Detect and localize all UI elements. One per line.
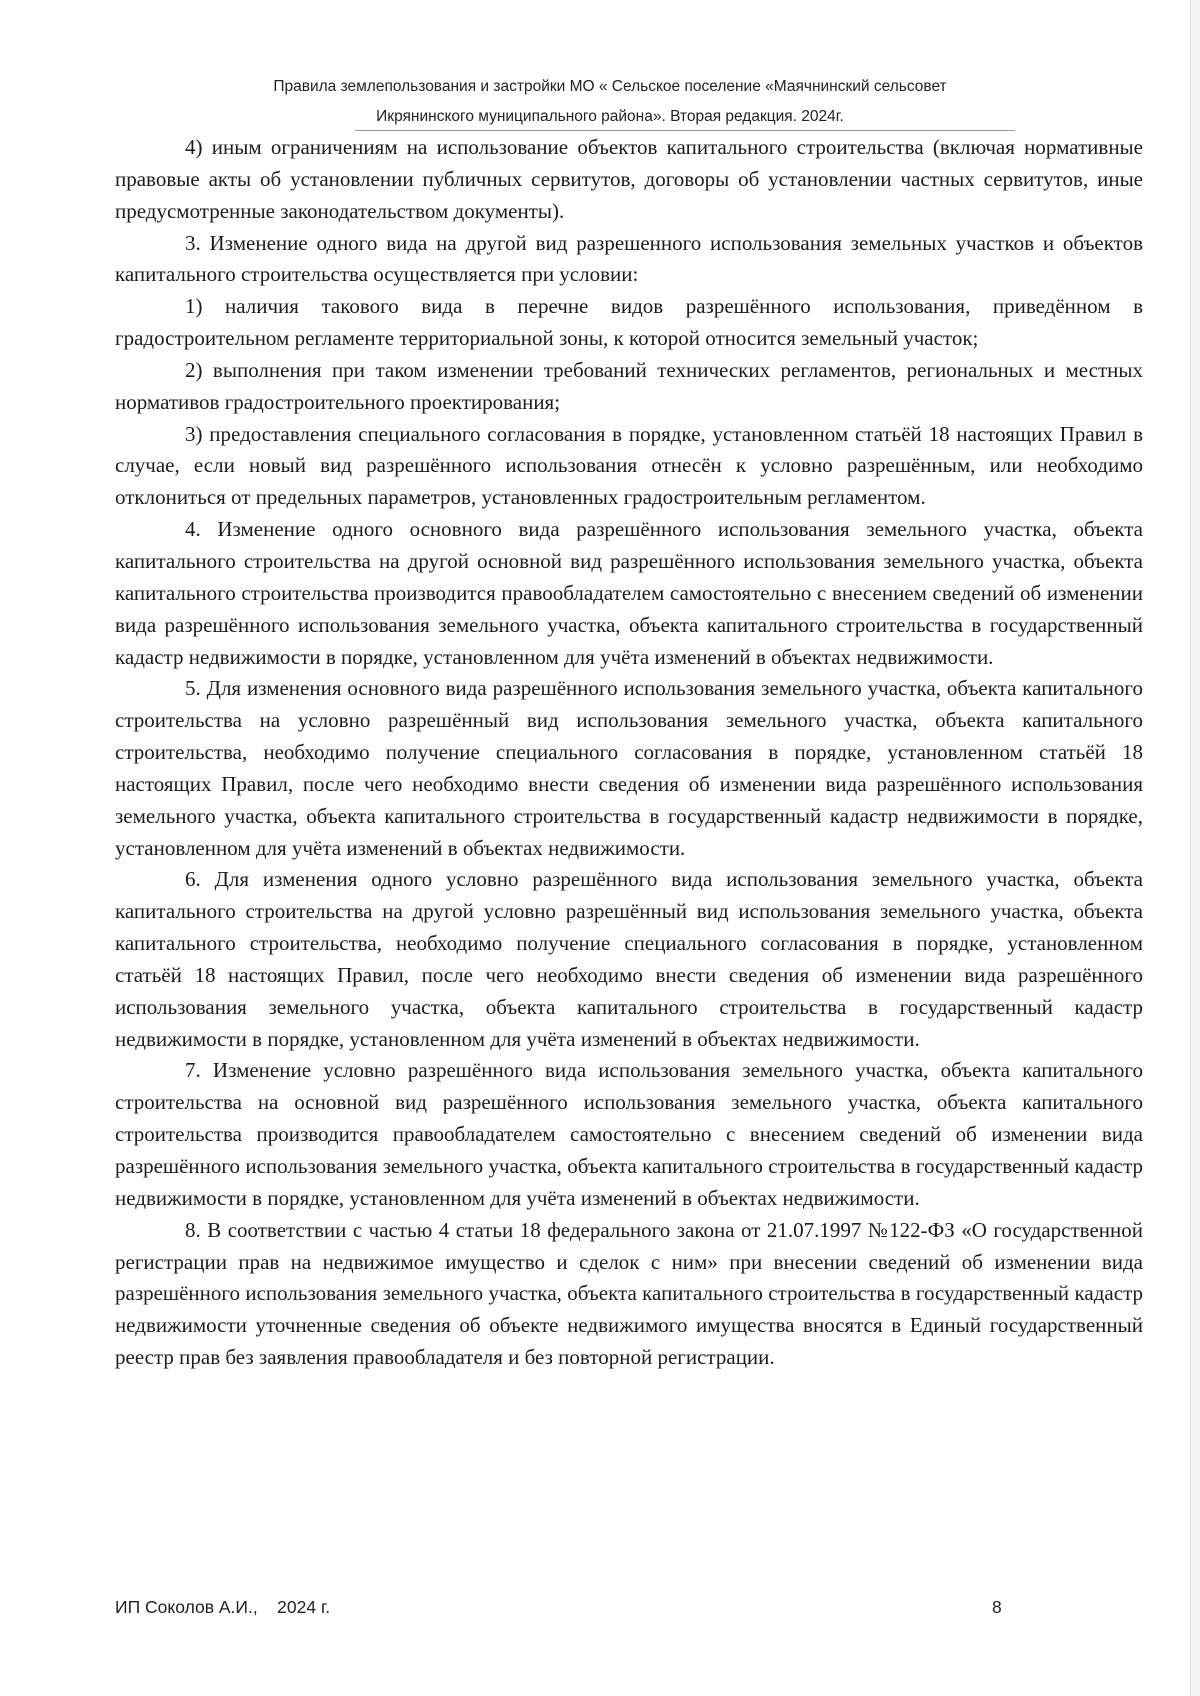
document-body xyxy=(115,132,1143,1374)
footer-author: ИП Соколов А.И., 2024 г. xyxy=(115,1597,331,1617)
paragraph-item-1-list: 1) наличия такового вида в перечне видов разрешённого использования, приведённом в градостроительном регламенте территориальной зоны, к которой относится земельный участок; xyxy=(115,294,1143,351)
paragraph-section-5: 5. Для изменения основного вида разрешённого использования земельного участка, объекта капитального строительства на условно разрешённый вид использования земельного участка, объекта капитального строительства, необходимо получение специального согласования в порядке, установленном статьёй 18 настоящих Правил, после чего необходимо внести сведения об изменении вида разрешённого использования земельного участка, объекта капитального строительства в государственный кадастр недвижимости в порядке, установленном для учёта изменений в объектах недвижимости. xyxy=(115,676,1143,860)
paragraph-item-3-approval: 3) предоставления специального согласования в порядке, установленном статьёй 18 настоящих Правил в случае, если новый вид разрешённого использования отнесён к условно разрешённым, или необходимо отклониться от предельных параметров, установленных градостроительным регламентом. xyxy=(115,421,1143,510)
page-edge xyxy=(1190,0,1200,1696)
paragraph-section-6: 6. Для изменения одного условно разрешённого вида использования земельного участка, объекта капитального строительства на другой условно разрешённый вид использования земельного участка, объекта капитального строительства, необходимо получение специального согласования в порядке, установленном статьёй 18 настоящих Правил, после чего необходимо внести сведения об изменении вида разрешённого использования земельного участка, объекта капитального строительства в государственный кадастр недвижимости в порядке, установленном для учёта изменений в объектах недвижимости. xyxy=(115,867,1143,1051)
paragraph-item-2-requirements: 2) выполнения при таком изменении требований технических регламентов, региональных и местных нормативов градостроительного проектирования; xyxy=(115,357,1143,414)
paragraph-section-7: 7. Изменение условно разрешённого вида использования земельного участка, объекта капитального строительства на основной вид разрешённого использования земельного участка, объекта капитального строительства производится правообладателем самостоятельно с внесением сведений об изменении вида разрешённого использования земельного участка, объекта капитального строительства в государственный кадастр недвижимости в порядке, установленном для учёта изменений в объектах недвижимости. xyxy=(115,1058,1143,1210)
running-header xyxy=(200,72,1020,132)
header-divider xyxy=(355,130,1015,131)
header-line-2: Икрянинского муниципального района». Вторая редакция. 2024г. xyxy=(376,108,844,125)
paragraph-item-4-restrictions: 4) иным ограничениям на использование объектов капитального строительства (включая нормативные правовые акты об установлении публичных сервитутов, договоры об установлении частных сервитутов, иные предусмотренные законодательством документы). xyxy=(115,135,1143,223)
paragraph-section-3: 3. Изменение одного вида на другой вид разрешенного использования земельных участков и объектов капитального строительства осуществляется при условии: xyxy=(115,230,1143,287)
paragraph-section-8: 8. В соответствии с частью 4 статьи 18 федерального закона от 21.07.1997 №122-ФЗ «О государственной регистрации прав на недвижимое имущество и сделок с ним» при внесении сведений об изменении вида разрешённого использования земельного участка, объекта капитального строительства в государственный кадастр недвижимости уточненные сведения об объекте недвижимого имущества вносятся в Единый государственный реестр прав без заявления правообладателя и без повторной регистрации. xyxy=(115,1217,1143,1370)
header-line-1: Правила землепользования и застройки МО « Сельское поселение «Маячнинский сельсовет xyxy=(273,78,947,95)
paragraph-section-4: 4. Изменение одного основного вида разрешённого использования земельного участка, объекта капитального строительства на другой основной вид разрешённого использования земельного участка, объекта капитального строительства производится правообладателем самостоятельно с внесением сведений об изменении вида разрешённого использования земельного участка, объекта капитального строительства в государственный кадастр недвижимости в порядке, установленном для учёта изменений в объектах недвижимости. xyxy=(115,517,1143,669)
page-number: 8 xyxy=(992,1597,1002,1617)
